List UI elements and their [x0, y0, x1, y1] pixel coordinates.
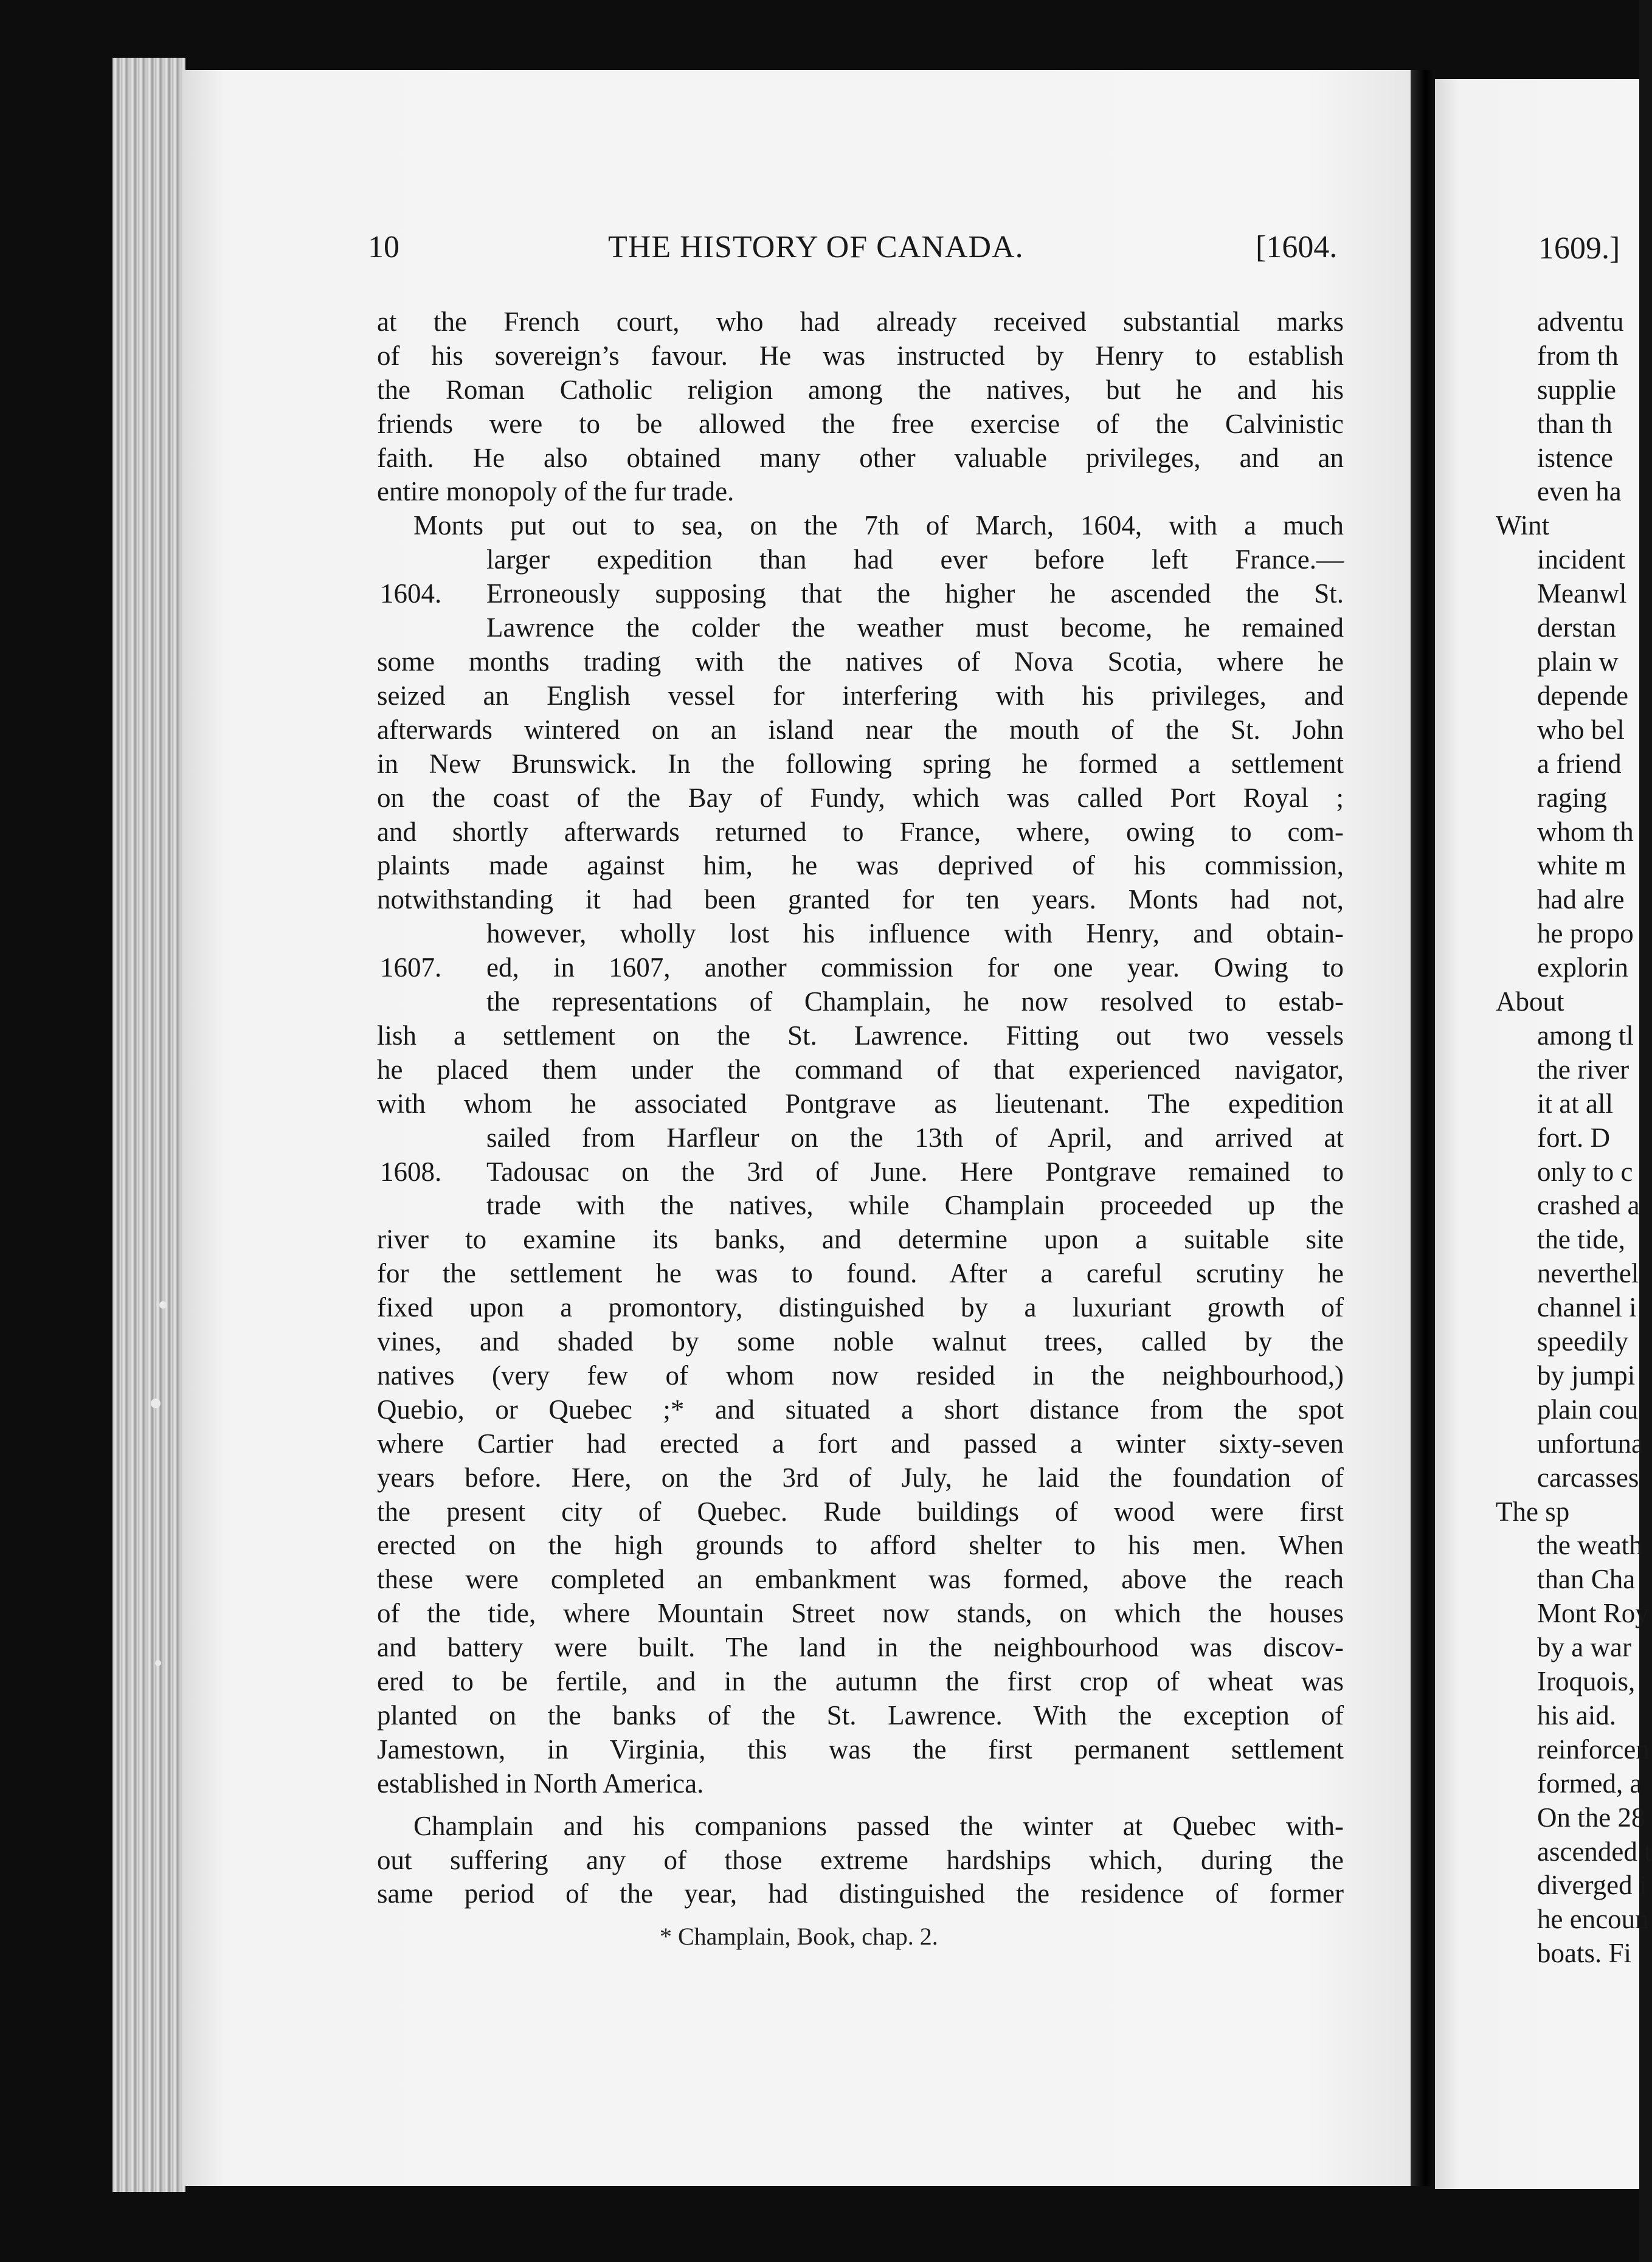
text-line: of the tide, where Mountain Street now stands, on which the houses: [377, 1598, 1344, 1628]
running-date: [1604.: [1256, 230, 1338, 265]
text-line: fixed upon a promontory, distinguished by a luxuriant growth of: [377, 1292, 1344, 1323]
right-page-line: incident: [1537, 544, 1625, 575]
text-line: erected on the high grounds to afford shelter to his men. When: [377, 1530, 1344, 1560]
right-page-line: On the 28: [1537, 1802, 1645, 1833]
text-line: trade with the natives, while Champlain proceeded up the: [486, 1190, 1344, 1220]
text-line: afterwards wintered on an island near the mouth of the St. John: [377, 714, 1344, 745]
footnote: * Champlain, Book, chap. 2.: [660, 1923, 938, 1950]
text-line: established in North America.: [377, 1768, 704, 1799]
right-page-line: supplie: [1537, 375, 1616, 405]
text-line: some months trading with the natives of Nova Scotia, where he: [377, 646, 1344, 677]
text-line: Tadousac on the 3rd of June. Here Pontgrave remained to: [486, 1157, 1344, 1187]
text-line: out suffering any of those extreme hardships which, during the: [377, 1845, 1344, 1875]
right-page-line: explorin: [1537, 952, 1628, 983]
text-line: in New Brunswick. In the following spring he formed a settlement: [377, 749, 1344, 779]
right-page-line: than Cha: [1537, 1564, 1636, 1594]
right-page-line: Mont Roy: [1537, 1598, 1649, 1628]
text-line: with whom he associated Pontgrave as lieutenant. The expedition: [377, 1088, 1344, 1119]
right-page-line: adventu: [1537, 306, 1624, 337]
text-line: the representations of Champlain, he now resolved to estab-: [486, 986, 1344, 1017]
right-page-line: it at all: [1537, 1088, 1613, 1119]
running-title: THE HISTORY OF CANADA.: [608, 230, 1024, 265]
text-line: Lawrence the colder the weather must become, he remained: [486, 612, 1344, 643]
text-line: same period of the year, had distinguished the residence of former: [377, 1878, 1344, 1909]
book-gutter: [1411, 70, 1435, 2186]
text-line: Erroneously supposing that the higher he ascended the St.: [486, 578, 1344, 609]
right-page-line: speedily: [1537, 1326, 1628, 1357]
text-line: notwithstanding it had been granted for ten years. Monts had not,: [377, 884, 1344, 915]
text-line: years before. Here, on the 3rd of July, he laid the foundation of: [377, 1462, 1344, 1493]
right-page-line: by jumpi: [1537, 1360, 1636, 1391]
right-page-line: white m: [1537, 850, 1626, 880]
margin-year: 1604.: [380, 578, 442, 609]
text-line: ed, in 1607, another commission for one year. Owing to: [486, 952, 1344, 983]
right-page-line: only to c: [1537, 1157, 1633, 1187]
right-page-line: among tl: [1537, 1020, 1634, 1051]
text-line: faith. He also obtained many other valuable privileges, and an: [377, 443, 1344, 473]
text-line: entire monopoly of the fur trade.: [377, 476, 734, 507]
right-page-line: neverthel: [1537, 1258, 1639, 1288]
right-page-line: channel i: [1537, 1292, 1637, 1323]
text-line: however, wholly lost his influence with Henry, and obtain-: [486, 918, 1344, 949]
right-page-line: formed, a: [1537, 1768, 1642, 1799]
right-page-line: Iroquois,: [1537, 1666, 1636, 1696]
text-line: on the coast of the Bay of Fundy, which was called Port Royal ;: [377, 783, 1344, 813]
text-line: these were completed an embankment was formed, above the reach: [377, 1564, 1344, 1594]
page-edges: [112, 58, 185, 2192]
right-page-line: who bel: [1537, 714, 1625, 745]
text-line: seized an English vessel for interfering with his privileges, and: [377, 680, 1344, 711]
scan-speck: [159, 1301, 167, 1309]
right-page-line: ascended t: [1537, 1836, 1652, 1867]
right-page-line: from th: [1537, 341, 1619, 371]
right-page-line: depende: [1537, 680, 1628, 711]
right-page-line: crashed a: [1537, 1190, 1640, 1220]
text-line: river to examine its banks, and determine upon a suitable site: [377, 1224, 1344, 1254]
right-page-line: than th: [1537, 409, 1612, 439]
text-line: and shortly afterwards returned to France, where, owing to com-: [377, 817, 1344, 847]
right-page-line: unfortuna: [1537, 1428, 1643, 1459]
margin-year: 1608.: [380, 1157, 442, 1187]
right-page-line: he propo: [1537, 918, 1634, 949]
right-page-line: the tide,: [1537, 1224, 1625, 1254]
text-line: plaints made against him, he was deprived of his commission,: [377, 850, 1344, 880]
text-line: the present city of Quebec. Rude buildings of wood were first: [377, 1496, 1344, 1527]
right-page-line: The sp: [1496, 1496, 1570, 1527]
text-line: larger expedition than had ever before left France.—: [486, 544, 1344, 575]
right-page-line: by a war: [1537, 1632, 1631, 1662]
right-page-line: even ha: [1537, 476, 1622, 507]
margin-year: 1607.: [380, 952, 442, 983]
right-page-line: the river: [1537, 1054, 1630, 1085]
right-page-line: fort. D: [1537, 1122, 1610, 1153]
right-page-line: the weath: [1537, 1530, 1643, 1560]
text-line: of his sovereign’s favour. He was instructed by Henry to establish: [377, 341, 1344, 371]
right-page-line: his aid.: [1537, 1700, 1616, 1731]
text-line: the Roman Catholic religion among the natives, but he and his: [377, 375, 1344, 405]
right-page-line: diverged i: [1537, 1870, 1647, 1900]
text-line: sailed from Harfleur on the 13th of April, and arrived at: [486, 1122, 1344, 1153]
right-page-line: carcasses: [1537, 1462, 1639, 1493]
right-page-line: had alre: [1537, 884, 1625, 915]
page-number: 10: [368, 230, 399, 265]
scan-speck: [151, 1399, 161, 1408]
right-page-line: a friend: [1537, 749, 1622, 779]
text-line: ered to be fertile, and in the autumn the first crop of wheat was: [377, 1666, 1344, 1696]
right-page-line: boats. Fi: [1537, 1938, 1632, 1968]
text-line: natives (very few of whom now resided in the neighbourhood,): [377, 1360, 1344, 1391]
right-page-line: whom th: [1537, 817, 1634, 847]
right-page-line: plain cou: [1537, 1394, 1639, 1425]
text-line: where Cartier had erected a fort and passed a winter sixty-seven: [377, 1428, 1344, 1459]
text-line: lish a settlement on the St. Lawrence. Fitting out two vessels: [377, 1020, 1344, 1051]
text-line: at the French court, who had already received substantial marks: [377, 306, 1344, 337]
text-line: he placed them under the command of that experienced navigator,: [377, 1054, 1344, 1085]
right-page: [1435, 79, 1652, 2189]
text-line: for the settlement he was to found. After a careful scrutiny he: [377, 1258, 1344, 1288]
right-page-line: About: [1496, 986, 1564, 1017]
right-page-line: derstan: [1537, 612, 1616, 643]
right-page-line: plain w: [1537, 646, 1619, 677]
text-line: Jamestown, in Virginia, this was the first permanent settlement: [377, 1734, 1344, 1765]
text-line: planted on the banks of the St. Lawrence. With the exception of: [377, 1700, 1344, 1731]
text-line: Quebio, or Quebec ;* and situated a short distance from the spot: [377, 1394, 1344, 1425]
scan-speck: [155, 1660, 161, 1666]
text-line: vines, and shaded by some noble walnut trees, called by the: [377, 1326, 1344, 1357]
right-page-running-head: 1609.]: [1538, 231, 1620, 266]
text-line: friends were to be allowed the free exercise of the Calvinistic: [377, 409, 1344, 439]
right-page-line: he encoun: [1537, 1904, 1649, 1934]
right-page-line: istence: [1537, 443, 1613, 473]
right-page-line: Meanwl: [1537, 578, 1627, 609]
text-line: and battery were built. The land in the neighbourhood was discov-: [377, 1632, 1344, 1662]
right-page-line: Wint: [1496, 510, 1550, 541]
right-page-line: reinforcen: [1537, 1734, 1650, 1765]
right-page-line: raging: [1537, 783, 1607, 813]
text-line: Champlain and his companions passed the winter at Quebec with-: [413, 1811, 1344, 1841]
text-line: Monts put out to sea, on the 7th of March, 1604, with a much: [413, 510, 1344, 541]
